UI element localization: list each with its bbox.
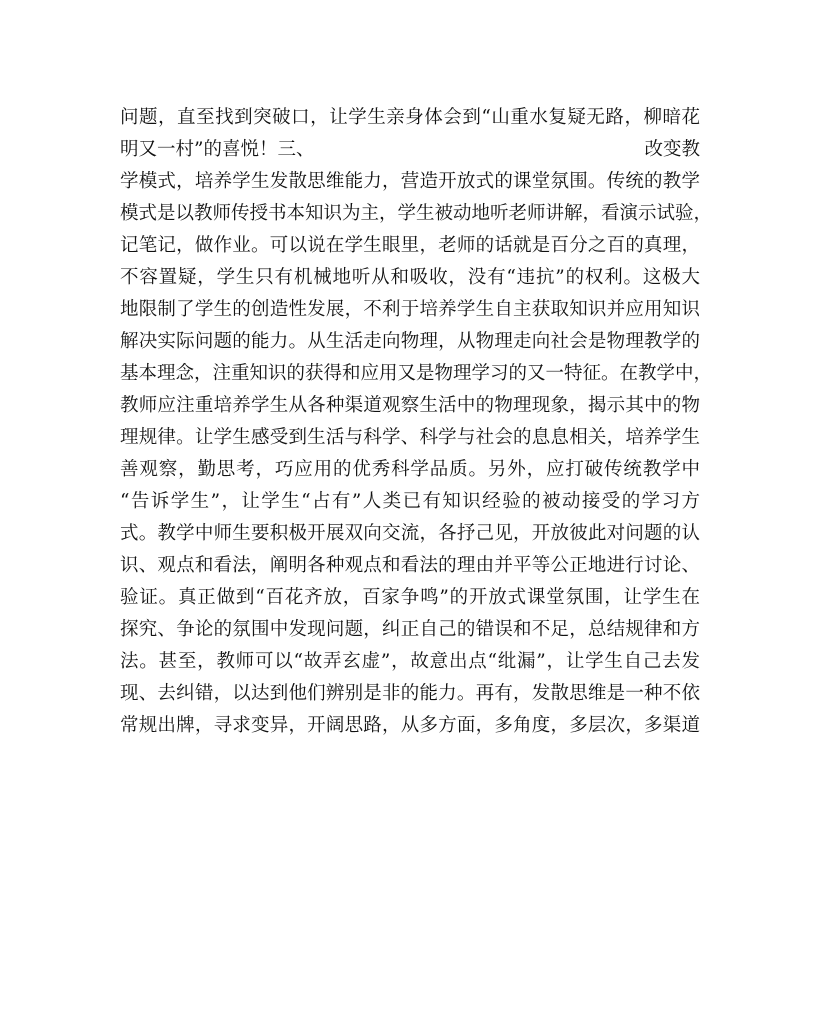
text-line: 不容置疑，学生只有机械地听从和吸收，没有“违抗”的权利。这极大: [120, 267, 700, 288]
text-line: 基本理念，注重知识的获得和应用又是物理学习的又一特征。在教学中，: [120, 363, 713, 384]
text-line: 探究、争论的氛围中发现问题，纠正自己的错误和不足，总结规律和方: [120, 619, 700, 640]
text-line-split: [120, 134, 700, 166]
text-line-left: 明又一村”的喜悦！三、: [120, 139, 315, 160]
text-line: 学模式，培养学生发散思维能力，营造开放式的课堂氛围。传统的教学: [120, 171, 700, 192]
text-line: 理规律。让学生感受到生活与科学、科学与社会的息息相关，培养学生: [120, 427, 700, 448]
text-line: 教师应注重培养学生从各种渠道观察生活中的物理现象，揭示其中的物: [120, 395, 700, 416]
text-line-right: 改变教: [644, 139, 700, 160]
text-line: 解决实际问题的能力。从生活走向物理，从物理走向社会是物理教学的: [120, 331, 700, 352]
text-line: 现、去纠错，以达到他们辨别是非的能力。再有，发散思维是一种不依: [120, 683, 700, 704]
text-line: 记笔记，做作业。可以说在学生眼里，老师的话就是百分之百的真理，: [120, 235, 700, 256]
body-text: [120, 102, 713, 742]
text-line: 法。甚至，教师可以“故弄玄虚”，故意出点“纰漏”，让学生自己去发: [120, 651, 700, 672]
text-line: 地限制了学生的创造性发展，不利于培养学生自主获取知识并应用知识: [120, 299, 700, 320]
text-line: 验证。真正做到“百花齐放，百家争鸣”的开放式课堂氛围，让学生在: [120, 587, 700, 608]
text-line: “告诉学生”，让学生“占有”人类已有知识经验的被动接受的学习方: [120, 491, 700, 512]
text-line: 识、观点和看法，阐明各种观点和看法的理由并平等公正地进行讨论、: [120, 555, 700, 576]
text-line: 常规出牌，寻求变异，开阔思路，从多方面，多角度，多层次，多渠道: [120, 715, 700, 736]
text-line: 式。教学中师生要积极开展双向交流，各抒己见，开放彼此对问题的认: [120, 523, 700, 544]
text-line: 模式是以教师传授书本知识为主，学生被动地听老师讲解，看演示试验，: [120, 203, 713, 224]
text-line: 善观察，勤思考，巧应用的优秀科学品质。另外，应打破传统教学中: [120, 459, 700, 480]
text-line: 问题，直至找到突破口，让学生亲身体会到“山重水复疑无路，柳暗花: [120, 107, 700, 128]
